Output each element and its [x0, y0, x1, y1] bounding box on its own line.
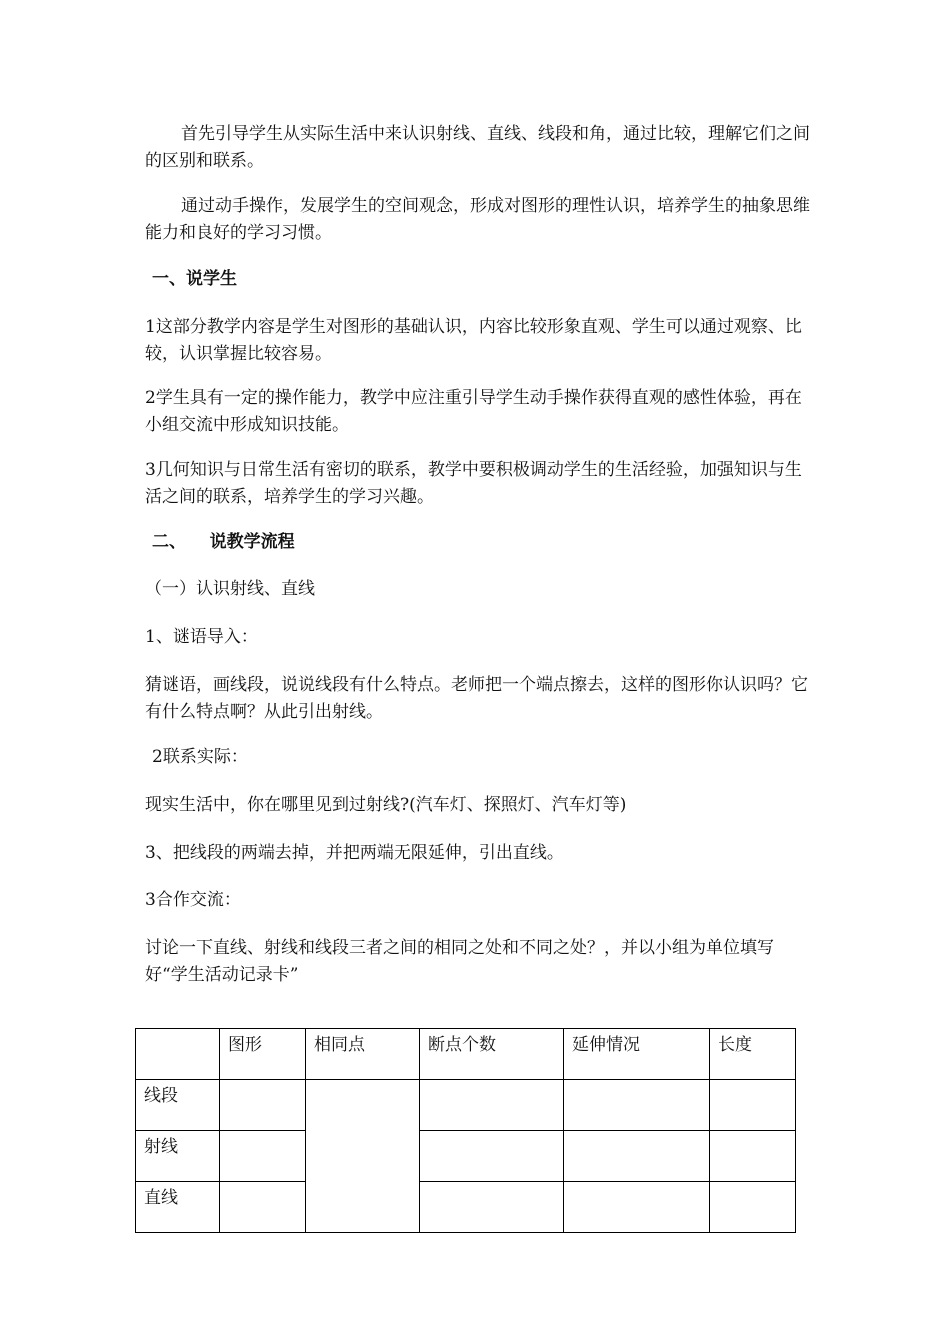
step-3-text: 3、把线段的两端去掉，并把两端无限延伸，引出直线。 [145, 843, 564, 863]
table-cell [564, 1182, 710, 1233]
header-cell [136, 1029, 220, 1080]
table-row [136, 1182, 796, 1233]
table-cell [220, 1131, 306, 1182]
header-cell: 断点个数 [420, 1029, 564, 1080]
table-cell [220, 1080, 306, 1131]
table-cell [220, 1182, 306, 1233]
activity-record-table [135, 1028, 796, 1233]
table-header-row [136, 1029, 796, 1080]
merged-cell [306, 1080, 420, 1233]
row-label: 射线 [136, 1131, 220, 1182]
header-cell: 延伸情况 [564, 1029, 710, 1080]
header-cell: 相同点 [306, 1029, 420, 1080]
table-cell [420, 1080, 564, 1131]
subsection-heading: （一）认识射线、直线 [145, 579, 315, 599]
step-4-text: 讨论一下直线、射线和线段三者之间的相同之处和不同之处？，并以小组为单位填写好“学生活动记录卡” [145, 938, 774, 985]
step-2-title: 2联系实际： [152, 747, 248, 767]
table-cell [710, 1131, 796, 1182]
table-cell [564, 1080, 710, 1131]
row-label: 线段 [136, 1080, 220, 1131]
table-cell [564, 1131, 710, 1182]
table-cell [420, 1182, 564, 1233]
student-point-3: 3几何知识与日常生活有密切的联系，教学中要积极调动学生的生活经验，加强知识与生活之间的联系，培养学生的学习兴趣。 [145, 460, 802, 507]
header-cell: 图形 [220, 1029, 306, 1080]
step-2-text: 现实生活中，你在哪里见到过射线?(汽车灯、探照灯、汽车灯等) [145, 795, 627, 815]
student-point-1: 1这部分教学内容是学生对图形的基础认识，内容比较形象直观、学生可以通过观察、比较，认识掌握比较容易。 [145, 317, 802, 364]
section-heading-process: 二、 说教学流程 [152, 532, 295, 552]
step-4-title: 3合作交流： [145, 890, 241, 910]
table-cell [710, 1182, 796, 1233]
intro-paragraph-2: 通过动手操作，发展学生的空间观念，形成对图形的理性认识，培养学生的抽象思维能力和良好的学习习惯。 [145, 196, 810, 243]
intro-paragraph-1: 首先引导学生从实际生活中来认识射线、直线、线段和角，通过比较，理解它们之间的区别和联系。 [145, 124, 810, 171]
table-row [136, 1080, 796, 1131]
step-1-title: 1、谜语导入： [145, 627, 258, 647]
row-label: 直线 [136, 1182, 220, 1233]
table-row [136, 1131, 796, 1182]
table-cell [420, 1131, 564, 1182]
student-point-2: 2学生具有一定的操作能力，教学中应注重引导学生动手操作获得直观的感性体验，再在小组交流中形成知识技能。 [145, 388, 802, 435]
step-1-text: 猜谜语，画线段，说说线段有什么特点。老师把一个端点擦去，这样的图形你认识吗？它有什么特点啊？从此引出射线。 [145, 675, 808, 722]
header-cell: 长度 [710, 1029, 796, 1080]
section-heading-students: 一、说学生 [152, 269, 237, 289]
table-cell [710, 1080, 796, 1131]
